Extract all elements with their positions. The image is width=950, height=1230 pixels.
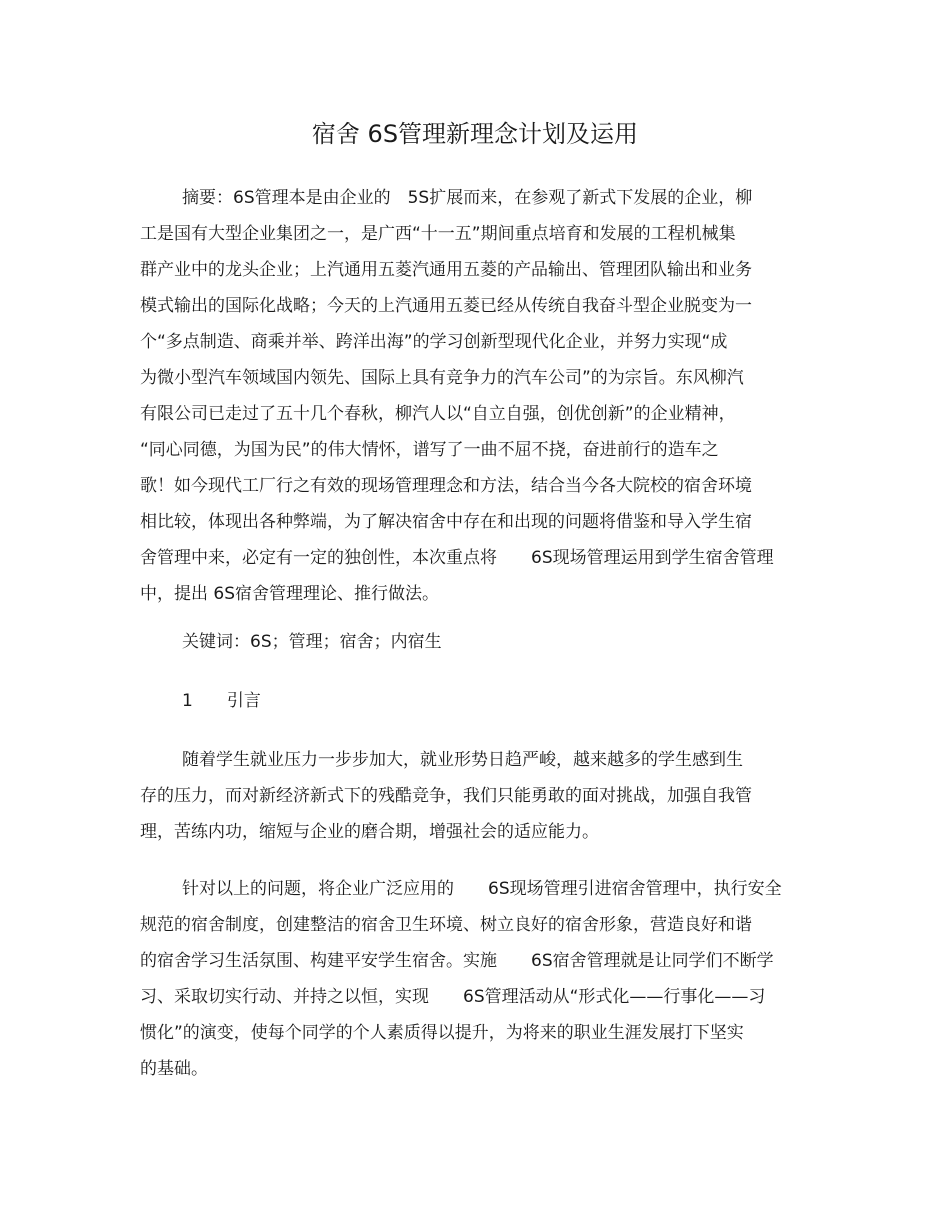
intro-paragraph-line: 的基础。	[140, 1059, 208, 1079]
intro-paragraph-line: 随着学生就业压力一步步加大，就业形势日趋严峻，越来越多的学生感到生	[182, 750, 743, 770]
keywords-line: 关键词：6S；管理；宿舍；内宿生	[182, 632, 442, 652]
intro-paragraph-line: 理，苦练内功，缩短与企业的磨合期，增强社会的适应能力。	[140, 822, 599, 842]
document-title: 宿舍 6S管理新理念计划及运用	[311, 120, 639, 148]
intro-paragraph-line: 习、采取切实行动、并持之以恒，实现 6S管理活动从“形式化——行事化——习	[140, 987, 766, 1007]
abstract-line: “同心同德，为国为民”的伟大情怀，谱写了一曲不屈不挠，奋进前行的造车之	[140, 440, 719, 460]
abstract-line: 舍管理中来，必定有一定的独创性，本次重点将 6S现场管理运用到学生宿舍管理	[140, 548, 774, 568]
abstract-line: 为微小型汽车领域国内领先、国际上具有竞争力的汽车公司”的为宗旨。东风柳汽	[140, 368, 744, 388]
section-heading: 1 引言	[182, 691, 261, 711]
abstract-line: 模式输出的国际化战略；今天的上汽通用五菱已经从传统自我奋斗型企业脱变为一	[140, 296, 752, 316]
intro-paragraph-line: 针对以上的问题，将企业广泛应用的 6S现场管理引进宿舍管理中，执行安全	[182, 879, 782, 899]
abstract-line: 工是国有大型企业集团之一，是广西“十一五”期间重点培育和发展的工程机械集	[140, 224, 736, 244]
intro-paragraph-line: 的宿舍学习生活氛围、构建平安学生宿舍。实施 6S宿舍管理就是让同学们不断学	[140, 951, 774, 971]
abstract-line: 中，提出 6S宿舍管理理论、推行做法。	[140, 584, 440, 604]
abstract-line: 个“多点制造、商乘并举、跨洋出海”的学习创新型现代化企业，并努力实现“成	[140, 332, 728, 352]
abstract-line: 相比较，体现出各种弊端，为了解决宿舍中存在和出现的问题将借鉴和导入学生宿	[140, 512, 752, 532]
intro-paragraph-line: 存的压力，而对新经济新式下的残酷竞争，我们只能勇敢的面对挑战，加强自我管	[140, 786, 752, 806]
abstract-line: 群产业中的龙头企业；上汽通用五菱汽通用五菱的产品输出、管理团队输出和业务	[140, 260, 752, 280]
abstract-line: 歌！如今现代工厂行之有效的现场管理理念和方法，结合当今各大院校的宿舍环境	[140, 476, 752, 496]
abstract-line: 摘要：6S管理本是由企业的 5S扩展而来，在参观了新式下发展的企业，柳	[182, 188, 753, 208]
intro-paragraph-line: 惯化”的演变，使每个同学的个人素质得以提升，为将来的职业生涯发展打下坚实	[140, 1023, 744, 1043]
intro-paragraph-line: 规范的宿舍制度，创建整洁的宿舍卫生环境、树立良好的宿舍形象，营造良好和谐	[140, 915, 752, 935]
abstract-line: 有限公司已走过了五十几个春秋，柳汽人以“自立自强，创优创新”的企业精神，	[140, 404, 736, 424]
